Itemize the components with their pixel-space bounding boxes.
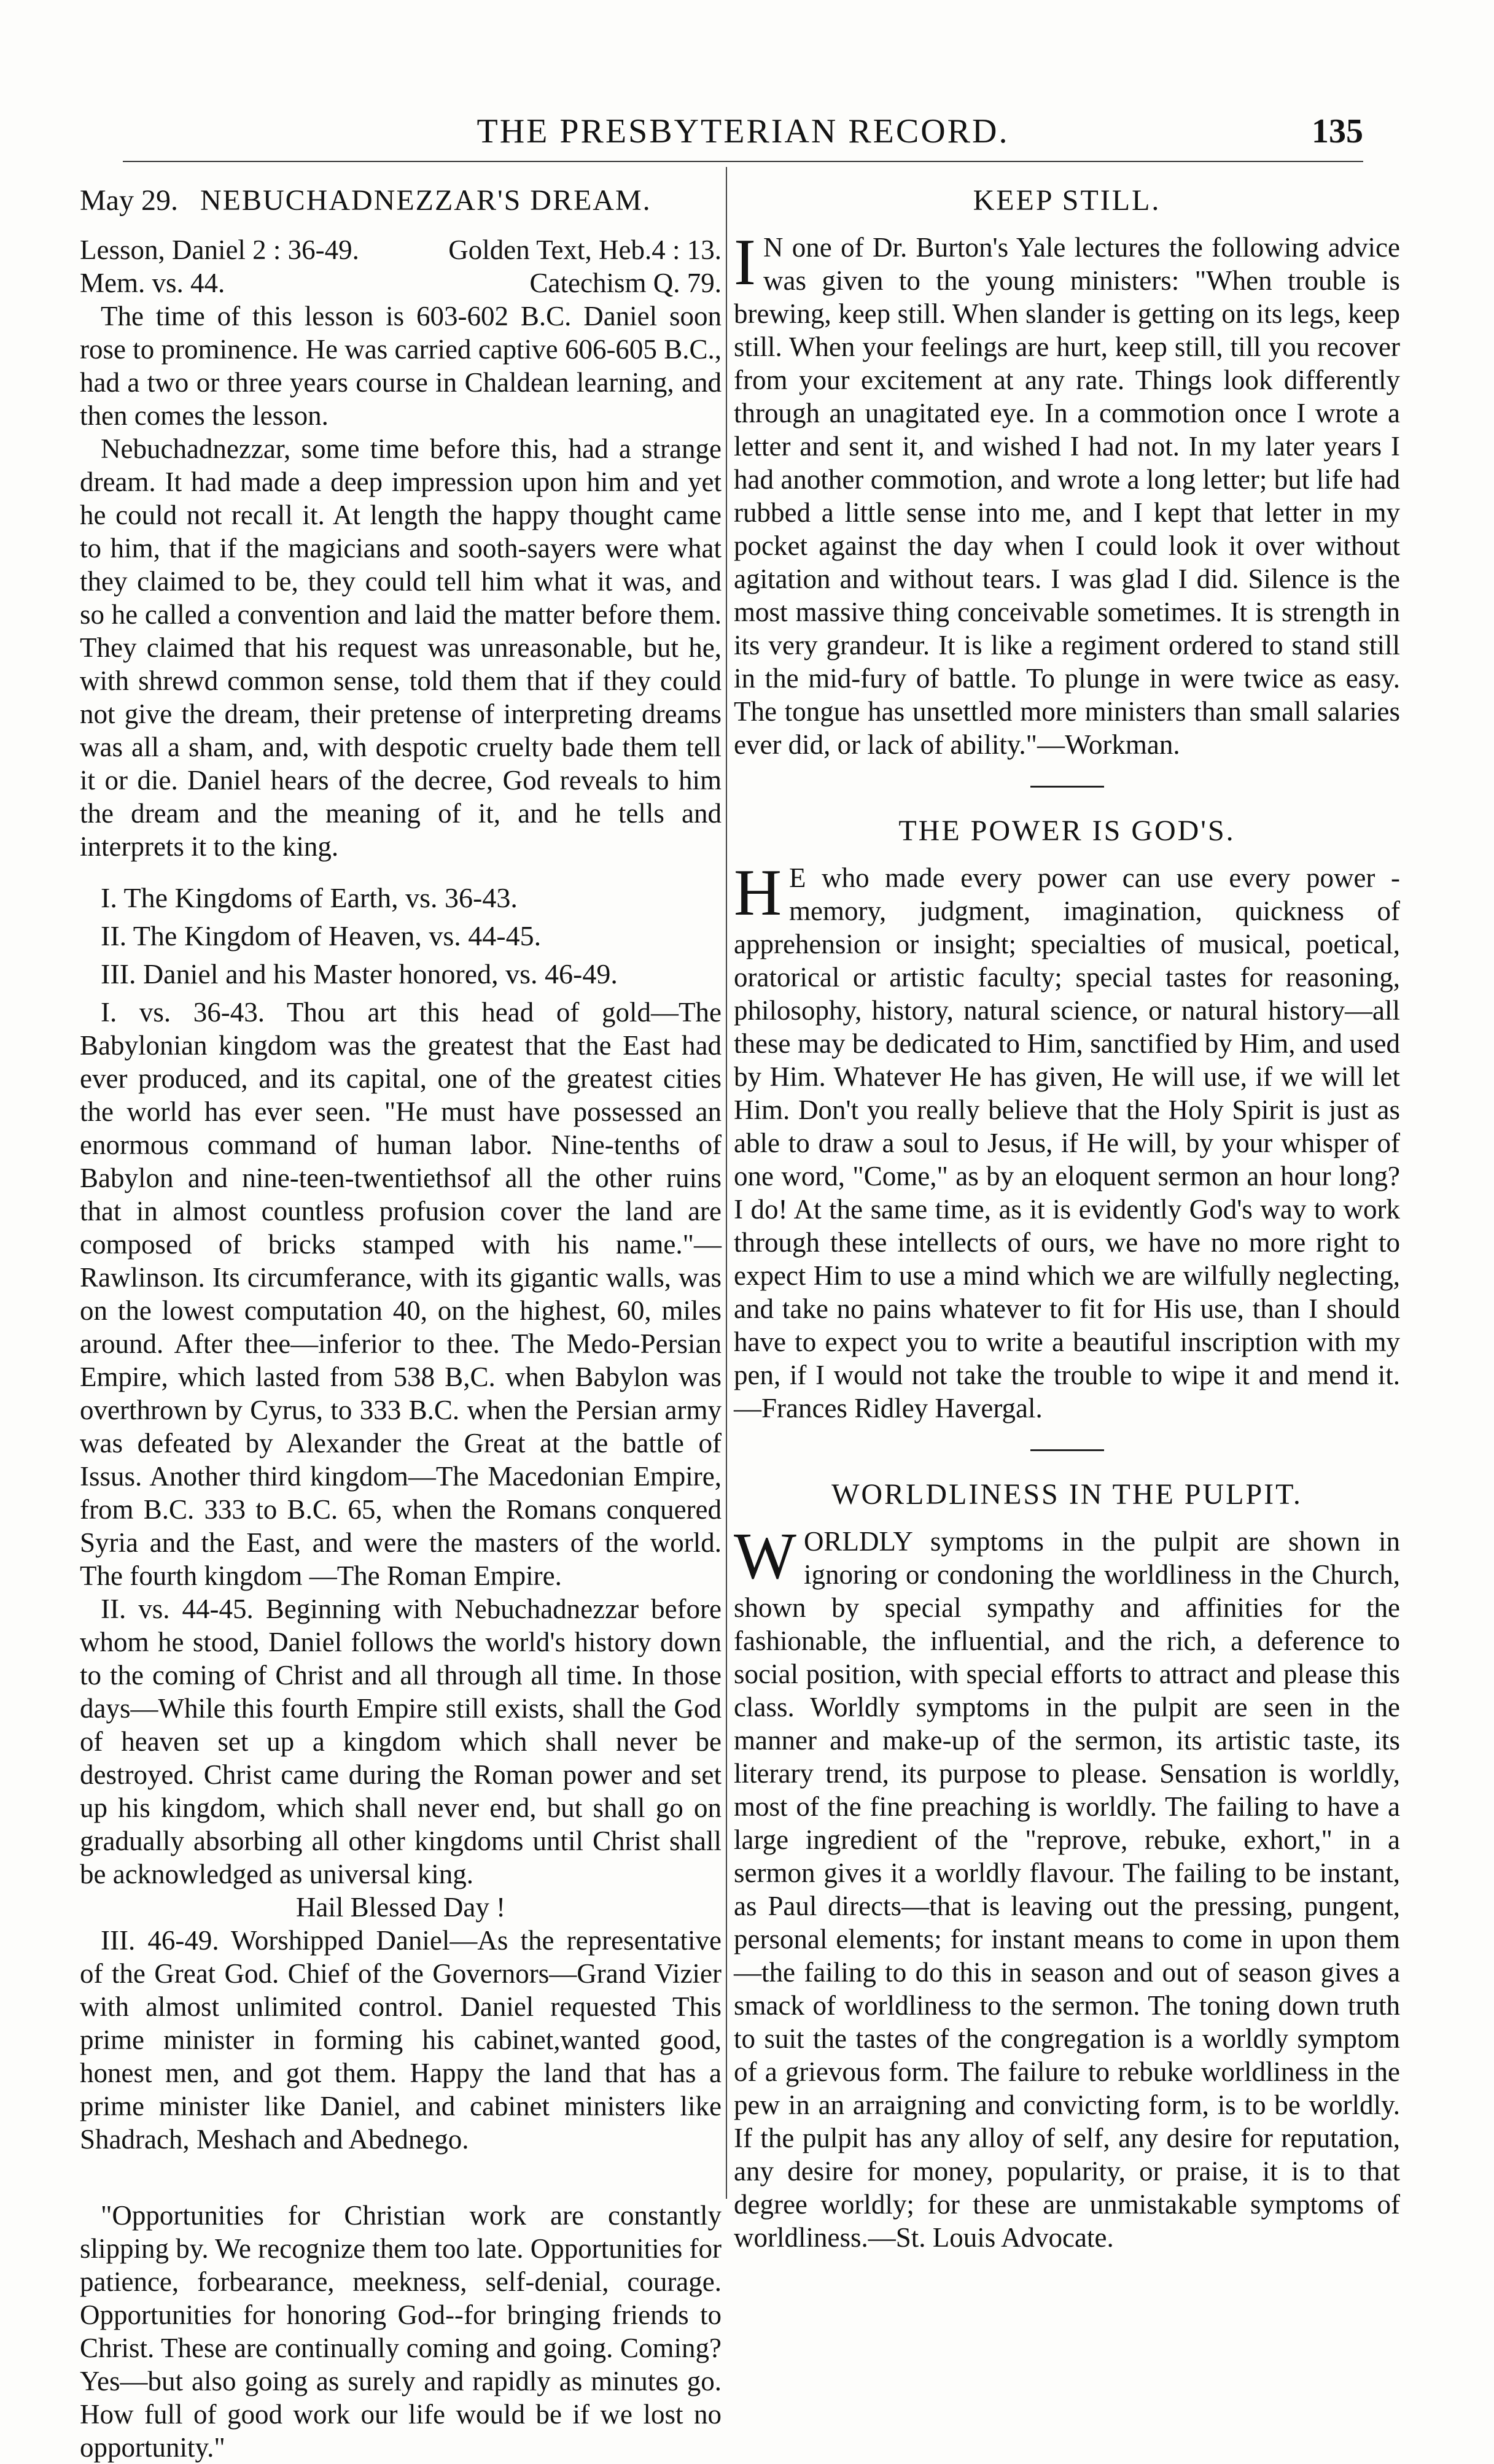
opportunities-quote: "Opportunities for Christian work are constantly slipping by. We recognize them too late. Opportunities for patience, forbearance, meekness, self-denial, courage. Opportunities for honoring God--for bringing friends to Christ. These are continually coming and going. Coming? Yes—but also going as surely and rapidly as minutes go. How full of good work our life would be if we lost no opportunity." bbox=[80, 2200, 722, 2463]
lesson-division: I. The Kingdoms of Earth, vs. 36-43. bbox=[101, 882, 518, 913]
article-keep-still bbox=[734, 184, 1400, 761]
lesson-reference-line-1 bbox=[80, 233, 722, 266]
hail-line: Hail Blessed Day ! bbox=[295, 1892, 506, 1923]
exposition-paragraph: I. vs. 36-43. Thou art this head of gold—The Babylonian kingdom was the greatest that the East had ever produced, and its capital, one of the greatest cities the world has ever seen. "He must have possessed an enormous command of human labor. Nine-tenths of Babylon and nine-teen-twentiethsof all the other ruins that in almost countless profusion cover the land are composed of bricks stamped with his name."—Rawlinson. Its circumferance, with its gigantic walls, was on the lowest computation 40, on the highest, 60, miles around. After thee—inferior to thee. The Medo-Persian Empire, which lasted from 538 B,C. when Babylon was overthrown by Cyrus, to 333 B.C. when the Persian army was defeated by Alexander the Great at the battle of Issus. Another third kingdom—The Macedonian Empire, from B.C. 333 to B.C. 65, when the Romans conquered Syria and the East, and were the masters of the world. The fourth kingdom —The Roman Empire. bbox=[80, 997, 722, 1591]
article-body bbox=[734, 1520, 1400, 2254]
drop-cap: W bbox=[734, 1520, 796, 1593]
article-title: THE POWER IS GOD'S. bbox=[898, 815, 1235, 847]
article-title: KEEP STILL. bbox=[973, 184, 1161, 217]
lesson-heading bbox=[80, 184, 722, 217]
article-worldliness-in-pulpit bbox=[734, 1478, 1400, 2254]
article-text: N one of Dr. Burton's Yale lectures the following advice was given to the young ministers: "When trouble is brewing, keep still. When slander is getting on its legs, keep still. When your feelings are hurt, keep still, till you recover from your excitement at any rate. Things look differently through an unagitated eye. In a commotion once I wrote a letter and sent it, and wished I had not. In my later years I had another commotion, and wrote a long letter; but life had rubbed a little sense into me, and I kept that letter in my pocket against the day when I could look it over without agitation and without tears. I was glad I did. Silence is the most massive thing conceivable sometimes. It is strength in its very grandeur. It is like a regiment ordered to stand still in the mid-fury of battle. To plunge in were twice as easy. The tongue has unsettled more ministers than small salaries ever did, or lack of ability."—Workman. bbox=[734, 232, 1400, 760]
running-title: THE PRESBYTERIAN RECORD. bbox=[477, 112, 1010, 150]
section-separator bbox=[1030, 1449, 1104, 1451]
section-separator bbox=[1030, 786, 1104, 788]
exposition-paragraph: III. 46-49. Worshipped Daniel—As the representative of the Great God. Chief of the Governors—Grand Vizier with almost unlimited control. Daniel requested This prime minister in forming his cabinet,wanted good, honest men, and got them. Happy the land that has a prime minister like Daniel, and cabinet ministers like Shadrach, Meshach and Abednego. bbox=[80, 1925, 722, 2155]
lesson-title: NEBUCHADNEZZAR'S DREAM. bbox=[200, 184, 652, 217]
article-text: E who made every power can use every power - memory, judgment, imagination, quickness of apprehension or insight; specialties of musical, poetical, oratorical or artistic faculty; special tastes for reasoning, philosophy, history, natural science, or natural history—all these may be dedicated to Him, sanctified by Him, and used by Him. Whatever He has given, He will use, if we will let Him. Don't you really believe that the Holy Spirit is just as able to draw a soul to Jesus, if He will, by your whisper of one word, "Come," as by an eloquent sermon an hour long? I do! At the same time, as it is evidently God's way to work through these intellects of ours, we have no more right to expect Him to use a mind which we are wilfully neglecting, and take no pains whatever to fit for His use, than I should have to expect you to write a beautiful inscription with my pen, if I would not take the trouble to wipe it and mend it.—Frances Ridley Havergal. bbox=[734, 862, 1400, 1424]
article-power-is-gods bbox=[734, 815, 1400, 1425]
article-body bbox=[734, 856, 1400, 1425]
drop-cap: H bbox=[734, 856, 782, 929]
golden-text: Golden Text, Heb.4 : 13. bbox=[448, 234, 722, 265]
catechism-question: Catechism Q. 79. bbox=[529, 268, 722, 298]
lesson-reference-line-2 bbox=[80, 266, 722, 300]
lesson-division: III. Daniel and his Master honored, vs. 46-49. bbox=[101, 958, 618, 990]
article-body bbox=[734, 226, 1400, 761]
lesson-passage: Lesson, Daniel 2 : 36-49. bbox=[80, 234, 359, 265]
lesson-division: II. The Kingdom of Heaven, vs. 44-45. bbox=[101, 920, 542, 951]
lesson-divisions bbox=[80, 881, 722, 991]
column-divider bbox=[726, 167, 727, 2199]
left-column bbox=[80, 184, 722, 2464]
header-rule bbox=[123, 161, 1363, 162]
lesson-paragraph: Nebuchadnezzar, some time before this, had a strange dream. It had made a deep impression upon him and yet he could not recall it. At length the happy thought came to him, that if the magicians and sooth-sayers were what they claimed to be, they could tell him what it was, and so he called a convention and laid the matter before them. They claimed that his request was unreasonable, but he, with shrewd common sense, told them that if they could not give the dream, their pretense of interpreting dreams was all a sham, and, with despotic cruelty bade them tell it or die. Daniel hears of the decree, God reveals to him the dream and the meaning of it, and he tells and interprets it to the king. bbox=[80, 433, 722, 862]
article-title: WORLDLINESS IN THE PULPIT. bbox=[831, 1478, 1302, 1511]
drop-cap: I bbox=[734, 226, 756, 299]
lesson-paragraph: The time of this lesson is 603-602 B.C. Daniel soon rose to prominence. He was carried captive 606-605 B.C., had a two or three years course in Chaldean learning, and then comes the lesson. bbox=[80, 301, 722, 431]
lesson-date: May 29. bbox=[80, 184, 178, 217]
memory-verse: Mem. vs. 44. bbox=[80, 268, 225, 298]
right-column bbox=[734, 184, 1400, 2254]
article-text: ORLDLY symptoms in the pulpit are shown in ignoring or condoning the worldliness in the Church, shown by special sympathy and affinities for the fashionable, the influential, and the rich, a deference to social position, with special efforts to attract and please this class. Worldly symptoms in the pulpit are seen in the manner and make-up of the sermon, its artistic taste, its literary trend, its purpose to please. Sensation is worldly, most of the fine preaching is worldly. The failing to have a large ingredient of the "reprove, rebuke, exhort," in a sermon gives it a worldly flavour. The failing to be instant, as Paul directs—that is leaving out the pressing, pungent, personal elements; for instant means to come in upon them—the failing to do this in season and out of season gives a smack of worldliness to the sermon. The toning down truth to suit the tastes of the congregation is a worldly symptom of a grievous form. The failure to rebuke worldliness in the pew in an arraigning and convicting form, is to be worldly. If the pulpit has any alloy of self, any desire for reputation, any desire for money, popularity, or praise, it is to that degree worldly; for these are unmistakable symptoms of worldliness.—St. Louis Advocate. bbox=[734, 1526, 1400, 2253]
page-number: 135 bbox=[1312, 112, 1363, 150]
page-header bbox=[123, 112, 1363, 155]
exposition-paragraph: II. vs. 44-45. Beginning with Nebuchadnezzar before whom he stood, Daniel follows the world's history down to the coming of Christ and all through all time. In those days—While this fourth Empire still exists, shall the God of heaven set up a kingdom which shall never be destroyed. Christ came during the Roman power and set up his kingdom, which shall never end, but shall go on gradually absorbing all other kingdoms until Christ shall be acknowledged as universal king. bbox=[80, 1594, 722, 1889]
